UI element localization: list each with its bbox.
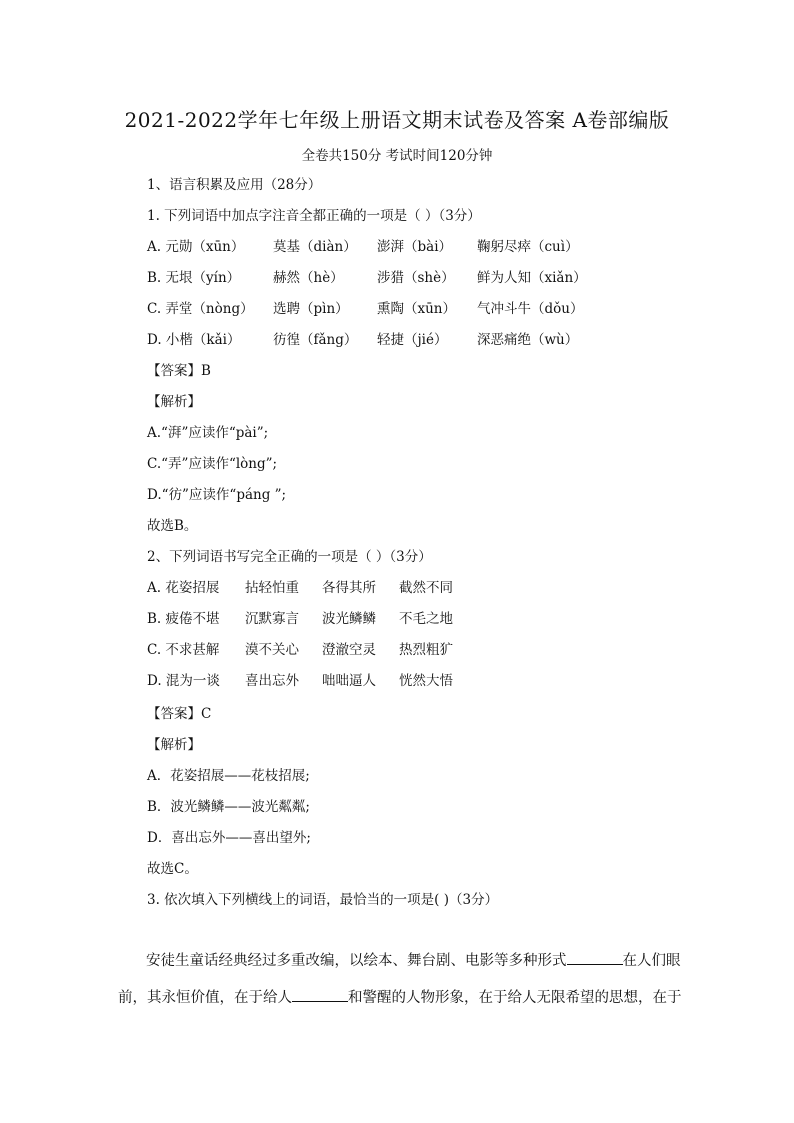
option-item: 深恶痛绝（wù） — [477, 332, 579, 348]
question-2-conclusion: 故选C。 — [147, 861, 198, 877]
passage-line — [118, 986, 682, 1007]
option-item: 波光鳞鳞 — [322, 611, 376, 627]
question-1-stem: 1. 下列词语中加点字注音全都正确的一项是（ ）（3分） — [147, 208, 481, 224]
passage-line — [146, 949, 696, 970]
option-item: 咄咄逼人 — [322, 673, 376, 689]
question-2-analysis-line: B．波光鳞鳞——波光粼粼; — [147, 799, 310, 815]
option-item: 气冲斗牛（dǒu） — [477, 301, 584, 317]
option-item: 澎湃（bài） — [377, 239, 453, 255]
option-item: 鲜为人知（xiǎn） — [477, 270, 587, 286]
option-item: 截然不同 — [399, 580, 453, 596]
option-item: 各得其所 — [322, 580, 376, 596]
passage-text: 前，其永恒价值，在于给人 — [118, 990, 292, 1006]
option-item: 鞠躬尽瘁（cuì） — [477, 239, 579, 255]
question-2-answer: 【答案】C — [147, 706, 212, 722]
question-2-analysis-line: A．花姿招展——花枝招展; — [147, 768, 310, 784]
option-item: 漠不关心 — [245, 642, 299, 658]
option-item: 热烈粗犷 — [399, 642, 453, 658]
option-item: 彷徨（fǎng） — [273, 332, 358, 348]
option-item: 涉猎（shè） — [377, 270, 455, 286]
option-item: D. 混为一谈 — [147, 673, 220, 689]
option-item: B. 疲倦不堪 — [147, 611, 220, 627]
question-2-analysis-line: D．喜出忘外——喜出望外; — [147, 830, 311, 846]
question-1-analysis-line: A.“湃”应读作“pài”; — [147, 425, 269, 441]
option-item: A. 元勋（xūn） — [147, 239, 245, 255]
question-1-conclusion: 故选B。 — [147, 518, 198, 534]
passage-text: 和警醒的人物形象，在于给人无限希望的思想，在于 — [348, 990, 682, 1006]
option-item: C. 弄堂（nòng） — [147, 301, 254, 317]
fill-blank — [567, 950, 623, 965]
fill-blank — [292, 987, 348, 1002]
question-2-stem: 2、下列词语书写完全正确的一项是（ ）（3分） — [147, 549, 432, 565]
option-item: 澄澈空灵 — [322, 642, 376, 658]
option-item: 莫基（diàn） — [273, 239, 357, 255]
option-item: 喜出忘外 — [245, 673, 299, 689]
option-item: 轻捷（jié） — [377, 332, 448, 348]
option-item: 拈轻怕重 — [245, 580, 299, 596]
question-1-analysis-line: C.“弄”应读作“lòng”; — [147, 456, 278, 472]
question-1-answer: 【答案】B — [147, 363, 211, 379]
option-item: B. 无垠（yín） — [147, 270, 241, 286]
question-1-analysis-line: D.“彷”应读作“páng ”; — [147, 487, 287, 503]
option-item: C. 不求甚解 — [147, 642, 220, 658]
option-item: 选聘（pìn） — [273, 301, 349, 317]
option-item: 沉默寡言 — [245, 611, 299, 627]
passage-text: 在人们眼 — [622, 953, 681, 969]
option-item: 恍然大悟 — [399, 673, 453, 689]
document-title: 2021-2022学年七年级上册语文期末试卷及答案 A卷部编版 — [124, 108, 670, 132]
document-subtitle: 全卷共150分 考试时间120分钟 — [301, 148, 493, 164]
passage-text: 安徒生童话经典经过多重改编，以绘本、舞台剧、电影等多种形式 — [146, 953, 567, 969]
option-item: 不毛之地 — [399, 611, 453, 627]
option-item: A. 花姿招展 — [147, 580, 220, 596]
section-heading: 1、语言积累及应用（28分） — [147, 177, 322, 193]
option-item: 赫然（hè） — [273, 270, 344, 286]
option-item: 熏陶（xūn） — [377, 301, 457, 317]
question-3-stem: 3. 依次填入下列横线上的词语，最恰当的一项是( )（3分） — [147, 892, 499, 908]
question-1-analysis-label: 【解析】 — [147, 394, 201, 410]
question-2-analysis-label: 【解析】 — [147, 737, 201, 753]
option-item: D. 小楷（kǎi） — [147, 332, 241, 348]
